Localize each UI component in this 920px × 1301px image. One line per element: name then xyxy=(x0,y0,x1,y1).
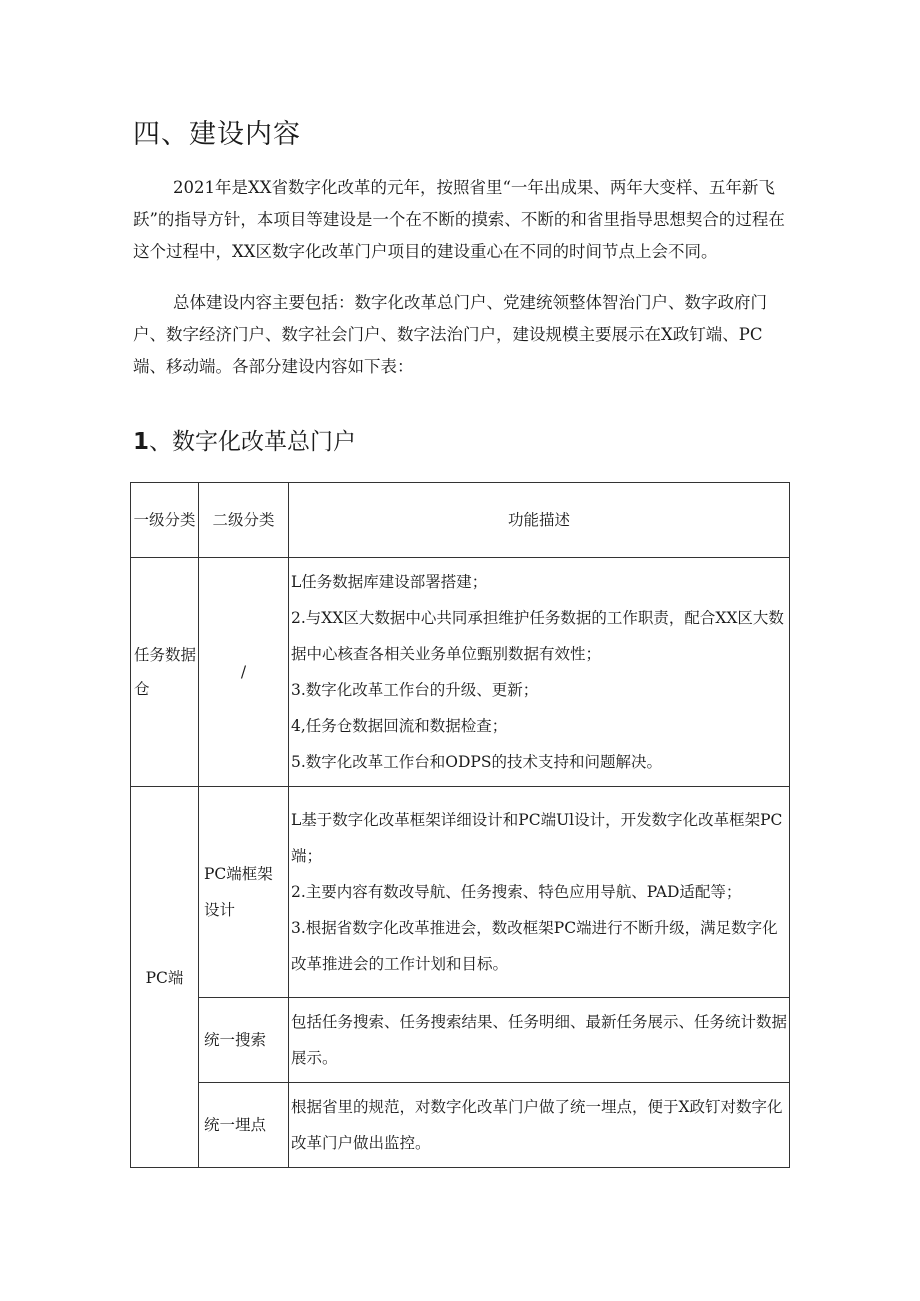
intro-paragraph-2: 总体建设内容主要包括：数字化改革总门户、党建统领整体智治门户、数字政府门户、数字经济门户、数字社会门户、数字法治门户，建设规模主要展示在X政钉端、PC端、移动端。各部分建设内容如下表： xyxy=(133,293,767,376)
header-level1: 一级分类 xyxy=(131,483,199,558)
section-title: 四、建设内容 xyxy=(133,119,301,150)
cell-desc xyxy=(289,1083,790,1168)
desc-item: 根据省里的规范，对数字化改革门户做了统一埋点，便于X政钉对数字化改革门户做出监控。 xyxy=(291,1098,783,1152)
desc-item: 4,任务仓数据回流和数据检查； xyxy=(291,717,508,735)
cell-desc xyxy=(289,998,790,1083)
table-row xyxy=(131,558,790,787)
table-row xyxy=(131,787,790,998)
desc-item: L基于数字化改革框架详细设计和PC端Ul设计，开发数字化改革框架PC端； xyxy=(291,811,783,865)
content-table xyxy=(130,482,790,1168)
cell-level2: / xyxy=(199,558,289,787)
desc-item: 2.与XX区大数据中心共同承担维护任务数据的工作职责，配合XX区大数据中心核查各相关业务单位甄别数据有效性； xyxy=(291,609,784,663)
cell-level2: 统一搜索 xyxy=(199,998,289,1083)
table-row xyxy=(131,1083,790,1168)
intro-paragraph-1: 2021年是XX省数字化改革的元年，按照省里“一年出成果、两年大变样、五年新飞跃”的指导方针，本项目等建设是一个在不断的摸索、不断的和省里指导思想契合的过程在这个过程中，XX区数字化改革门户项目的建设重心在不同的时间节点上会不同。 xyxy=(133,178,785,261)
desc-item: 包括任务搜索、任务搜索结果、任务明细、最新任务展示、任务统计数据展示。 xyxy=(291,1013,788,1067)
cell-level2: 统一埋点 xyxy=(199,1083,289,1168)
desc-item: 3.数字化改革工作台的升级、更新； xyxy=(291,681,539,699)
cell-level1: 任务数据仓 xyxy=(131,558,199,787)
table-header-row xyxy=(131,483,790,558)
desc-item: 3.根据省数字化改革推进会，数改框架PC端进行不断升级，满足数字化改革推进会的工作计划和目标。 xyxy=(291,919,778,973)
table-row xyxy=(131,998,790,1083)
cell-level1: PC端 xyxy=(131,787,199,1168)
header-level2: 二级分类 xyxy=(199,483,289,558)
cell-desc xyxy=(289,787,790,998)
header-desc: 功能描述 xyxy=(289,483,790,558)
cell-level2: PC端框架设计 xyxy=(199,787,289,998)
desc-item: L任务数据库建设部署搭建； xyxy=(291,573,488,591)
desc-item: 2.主要内容有数改导航、任务搜索、特色应用导航、PAD适配等； xyxy=(291,883,742,901)
subsection-title: 1、数字化改革总门户 xyxy=(133,429,357,455)
desc-item: 5.数字化改革工作台和ODPS的技术支持和问题解决。 xyxy=(291,753,662,771)
cell-desc xyxy=(289,558,790,787)
